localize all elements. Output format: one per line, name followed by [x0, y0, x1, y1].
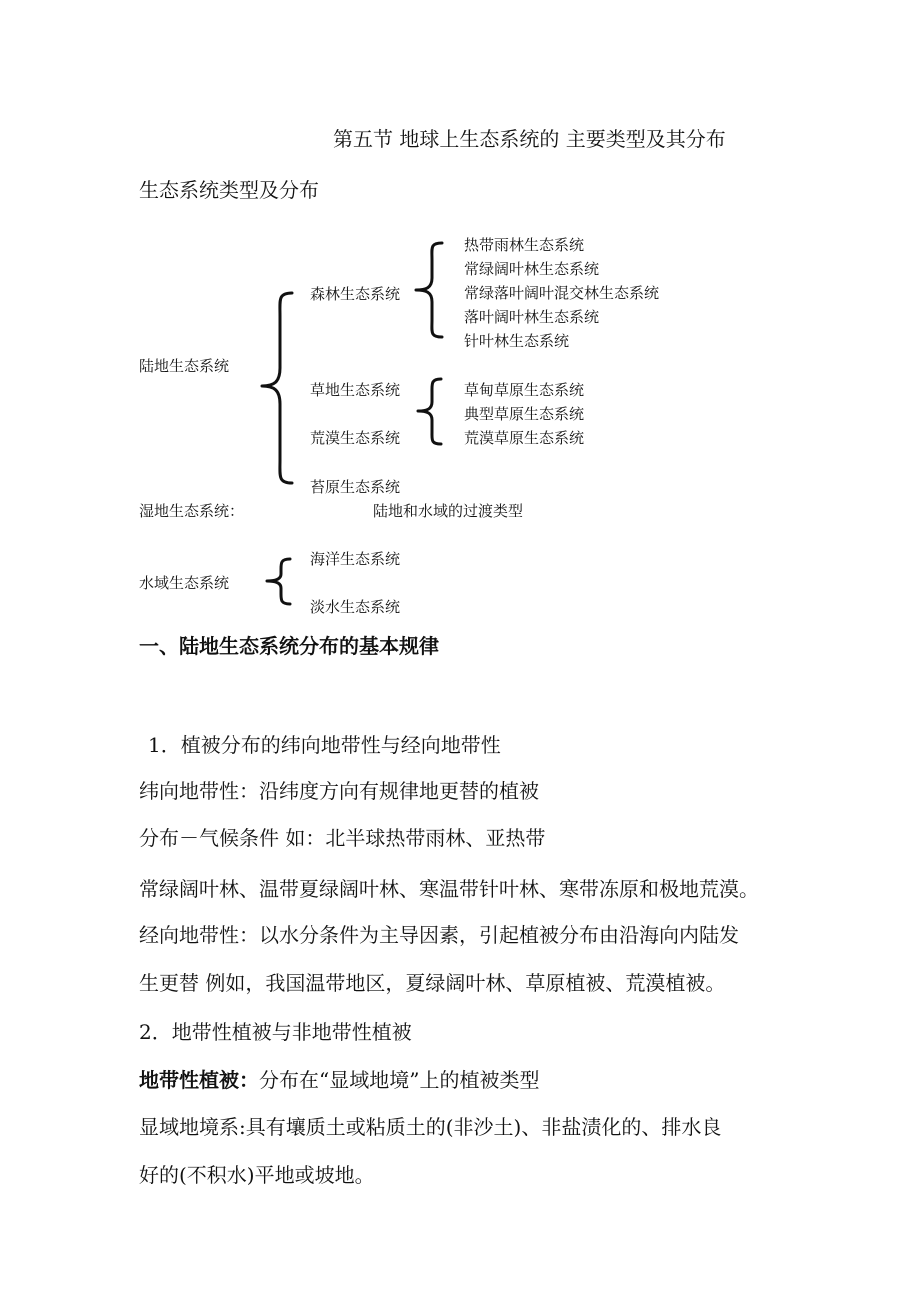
page-subtitle: 生态系统类型及分布 — [139, 178, 319, 202]
water-label: 水域生态系统 — [139, 574, 230, 592]
water-brace — [262, 556, 296, 608]
steppe-item: 典型草原生态系统 — [464, 405, 585, 423]
paragraph-line — [139, 1064, 539, 1093]
term-zonal-vegetation: 地带性植被： — [139, 1068, 259, 1092]
subheading-1: 1．植被分布的纬向地带性与经向地带性 — [148, 733, 501, 757]
grassland-label: 草地生态系统 — [310, 381, 401, 399]
water-item: 海洋生态系统 — [310, 550, 401, 568]
land-label: 陆地生态系统 — [139, 357, 230, 375]
paragraph-line: 纬向地带性：沿纬度方向有规律地更替的植被 — [139, 779, 539, 803]
tundra-label: 苔原生态系统 — [310, 478, 401, 496]
page-title: 第五节 地球上生态系统的 主要类型及其分布 — [333, 127, 726, 151]
steppe-brace — [413, 376, 447, 448]
land-brace — [258, 290, 298, 490]
forest-item: 常绿落叶阔叶混交林生态系统 — [464, 284, 660, 302]
desert-label: 荒漠生态系统 — [310, 429, 401, 447]
paragraph-line: 显域地境系:具有壤质土或粘质土的(非沙土)、非盐渍化的、排水良 — [139, 1115, 722, 1139]
steppe-item: 荒漠草原生态系统 — [464, 429, 585, 447]
forest-brace — [412, 240, 448, 340]
term-definition: 分布在“显域地境”上的植被类型 — [259, 1068, 540, 1092]
forest-item: 热带雨林生态系统 — [464, 236, 585, 254]
forest-label: 森林生态系统 — [310, 285, 401, 303]
forest-item: 落叶阔叶林生态系统 — [464, 308, 600, 326]
subheading-2: 2．地带性植被与非地带性植被 — [139, 1020, 412, 1044]
paragraph-line: 分布－气候条件 如：北半球热带雨林、亚热带 — [139, 826, 546, 850]
paragraph-line: 好的(不积水)平地或坡地。 — [139, 1163, 375, 1187]
wetland-label: 湿地生态系统： — [139, 502, 245, 520]
forest-item: 常绿阔叶林生态系统 — [464, 260, 600, 278]
section-heading: 一、陆地生态系统分布的基本规律 — [139, 634, 439, 658]
paragraph-line: 常绿阔叶林、温带夏绿阔叶林、寒温带针叶林、寒带冻原和极地荒漠。 — [139, 877, 759, 901]
wetland-desc: 陆地和水域的过渡类型 — [373, 502, 524, 520]
steppe-item: 草甸草原生态系统 — [464, 381, 585, 399]
water-item: 淡水生态系统 — [310, 598, 401, 616]
forest-item: 针叶林生态系统 — [464, 332, 570, 350]
paragraph-line: 生更替 例如，我国温带地区，夏绿阔叶林、草原植被、荒漠植被。 — [139, 971, 726, 995]
paragraph-line: 经向地带性：以水分条件为主导因素，引起植被分布由沿海向内陆发 — [139, 923, 739, 947]
